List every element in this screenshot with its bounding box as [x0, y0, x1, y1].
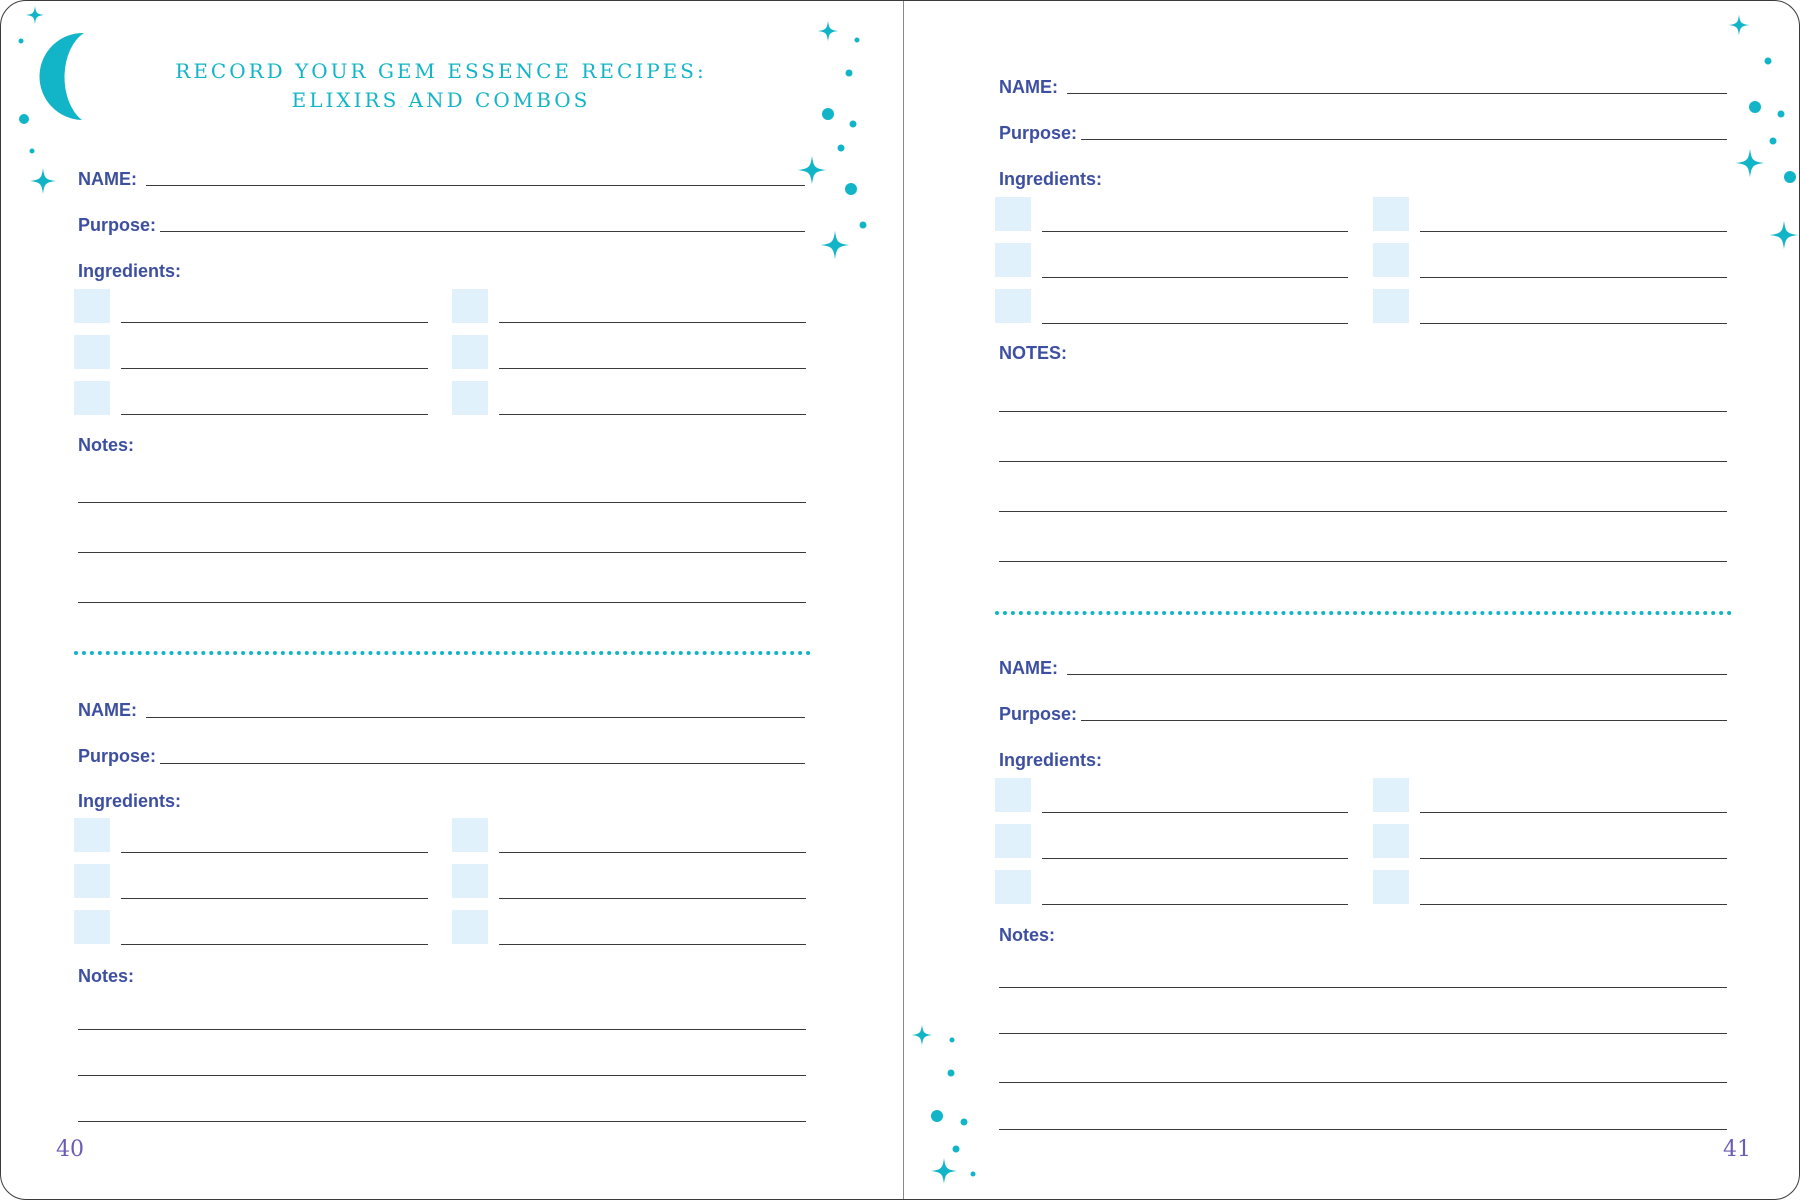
name-line[interactable]	[146, 717, 805, 718]
ingredient-line[interactable]	[499, 944, 806, 945]
ingredient-line[interactable]	[499, 898, 806, 899]
ingredient-line[interactable]	[1042, 904, 1348, 905]
dotted-separator	[74, 651, 811, 655]
notes-line[interactable]	[78, 602, 806, 603]
dot-icon	[1770, 138, 1777, 145]
ingredient-line[interactable]	[499, 414, 806, 415]
notes-label: Notes:	[78, 966, 135, 986]
sparkle-star-icon	[1770, 221, 1799, 250]
sparkle-star-icon	[818, 21, 839, 42]
notes-line[interactable]	[78, 502, 806, 503]
ingredient-line[interactable]	[121, 898, 428, 899]
ingredient-checkbox[interactable]	[1373, 289, 1409, 323]
notes-line[interactable]	[999, 1082, 1727, 1083]
crescent-moon-icon	[39, 33, 84, 120]
ingredient-checkbox[interactable]	[452, 818, 488, 852]
ingredient-checkbox[interactable]	[1373, 778, 1409, 812]
purpose-line[interactable]	[1081, 720, 1727, 721]
dot-icon	[1778, 111, 1785, 118]
purpose-line[interactable]	[160, 231, 805, 232]
ingredient-checkbox[interactable]	[1373, 824, 1409, 858]
ingredient-line[interactable]	[1420, 904, 1727, 905]
ingredient-line[interactable]	[1042, 323, 1348, 324]
dot-icon	[845, 183, 857, 195]
dot-icon	[961, 1119, 968, 1126]
notes-line[interactable]	[999, 411, 1727, 412]
sparkle-star-icon	[30, 168, 56, 194]
purpose-label: Purpose:	[78, 746, 157, 766]
notes-line[interactable]	[999, 561, 1727, 562]
ingredient-line[interactable]	[1420, 277, 1727, 278]
ingredient-line[interactable]	[121, 322, 428, 323]
notes-line[interactable]	[78, 1029, 806, 1030]
name-label: NAME:	[999, 77, 1058, 97]
ingredient-checkbox[interactable]	[74, 910, 110, 944]
purpose-label: Purpose:	[78, 215, 157, 235]
dot-icon	[950, 1038, 955, 1043]
decorations	[1, 1, 1800, 1200]
ingredient-line[interactable]	[1420, 323, 1727, 324]
ingredients-label: Ingredients:	[78, 261, 182, 281]
dot-icon	[1749, 101, 1761, 113]
dot-icon	[948, 1070, 955, 1077]
purpose-label: Purpose:	[999, 123, 1078, 143]
notes-line[interactable]	[78, 552, 806, 553]
ingredient-line[interactable]	[1042, 231, 1348, 232]
ingredient-line[interactable]	[121, 368, 428, 369]
ingredient-checkbox[interactable]	[995, 243, 1031, 277]
ingredient-checkbox[interactable]	[1373, 243, 1409, 277]
ingredient-checkbox[interactable]	[995, 824, 1031, 858]
title-line-1: RECORD YOUR GEM ESSENCE RECIPES:	[175, 59, 707, 83]
ingredient-line[interactable]	[499, 852, 806, 853]
ingredient-line[interactable]	[1042, 812, 1348, 813]
dot-icon	[19, 114, 29, 124]
ingredient-checkbox[interactable]	[995, 289, 1031, 323]
ingredient-checkbox[interactable]	[74, 864, 110, 898]
sparkle-star-icon	[1729, 15, 1750, 36]
name-label: NAME:	[78, 700, 137, 720]
page-title	[111, 57, 771, 115]
name-label: NAME:	[78, 169, 137, 189]
ingredient-checkbox[interactable]	[452, 335, 488, 369]
sparkle-star-icon	[912, 1025, 933, 1046]
dot-icon	[953, 1146, 960, 1153]
sparkle-star-icon	[931, 1158, 957, 1184]
sparkle-star-icon	[821, 231, 850, 260]
sparkle-star-icon	[798, 156, 827, 185]
ingredient-line[interactable]	[1420, 812, 1727, 813]
ingredient-checkbox[interactable]	[995, 197, 1031, 231]
ingredients-label: Ingredients:	[999, 169, 1103, 189]
dot-icon	[822, 108, 834, 120]
notes-line[interactable]	[78, 1121, 806, 1122]
notes-label: NOTES:	[999, 343, 1068, 363]
ingredient-checkbox[interactable]	[452, 289, 488, 323]
notes-line[interactable]	[78, 1075, 806, 1076]
ingredient-line[interactable]	[1420, 231, 1727, 232]
ingredient-checkbox[interactable]	[74, 381, 110, 415]
ingredient-line[interactable]	[121, 944, 428, 945]
ingredient-line[interactable]	[499, 368, 806, 369]
dot-icon	[1784, 171, 1796, 183]
ingredient-line[interactable]	[1420, 858, 1727, 859]
page-number-right: 41	[1723, 1137, 1751, 1162]
purpose-label: Purpose:	[999, 704, 1078, 724]
ingredient-checkbox[interactable]	[452, 864, 488, 898]
name-label: NAME:	[999, 658, 1058, 678]
notes-line[interactable]	[999, 461, 1727, 462]
ingredient-line[interactable]	[499, 322, 806, 323]
ingredient-checkbox[interactable]	[1373, 870, 1409, 904]
dot-icon	[19, 39, 24, 44]
ingredients-label: Ingredients:	[78, 791, 182, 811]
notes-line[interactable]	[999, 987, 1727, 988]
notes-line[interactable]	[999, 1033, 1727, 1034]
ingredient-line[interactable]	[121, 414, 428, 415]
sparkle-star-icon	[26, 6, 44, 24]
dot-icon	[846, 70, 853, 77]
name-line[interactable]	[1067, 674, 1727, 675]
ingredient-checkbox[interactable]	[995, 870, 1031, 904]
notes-label: Notes:	[78, 435, 135, 455]
dot-icon	[850, 121, 857, 128]
ingredient-checkbox[interactable]	[452, 381, 488, 415]
title-line-2: ELIXIRS AND COMBOS	[291, 88, 591, 112]
ingredient-line[interactable]	[1042, 277, 1348, 278]
notes-line[interactable]	[999, 1129, 1727, 1130]
dot-icon	[838, 145, 845, 152]
name-line[interactable]	[1067, 93, 1727, 94]
dot-icon	[860, 222, 867, 229]
page-number-left: 40	[56, 1137, 84, 1162]
ingredient-checkbox[interactable]	[1373, 197, 1409, 231]
notes-label: Notes:	[999, 925, 1056, 945]
sparkle-star-icon	[1736, 149, 1765, 178]
purpose-line[interactable]	[1081, 139, 1727, 140]
ingredient-checkbox[interactable]	[74, 818, 110, 852]
ingredient-line[interactable]	[1042, 858, 1348, 859]
dot-icon	[30, 149, 35, 154]
name-line[interactable]	[146, 185, 805, 186]
dot-icon	[971, 1172, 976, 1177]
ingredient-checkbox[interactable]	[74, 289, 110, 323]
purpose-line[interactable]	[160, 763, 805, 764]
ingredient-checkbox[interactable]	[74, 335, 110, 369]
ingredient-checkbox[interactable]	[452, 910, 488, 944]
dot-icon	[1765, 58, 1772, 65]
ingredient-line[interactable]	[121, 852, 428, 853]
ingredient-checkbox[interactable]	[995, 778, 1031, 812]
notes-line[interactable]	[999, 511, 1727, 512]
dotted-separator	[995, 611, 1732, 615]
ingredients-label: Ingredients:	[999, 750, 1103, 770]
dot-icon	[931, 1110, 943, 1122]
dot-icon	[855, 38, 860, 43]
